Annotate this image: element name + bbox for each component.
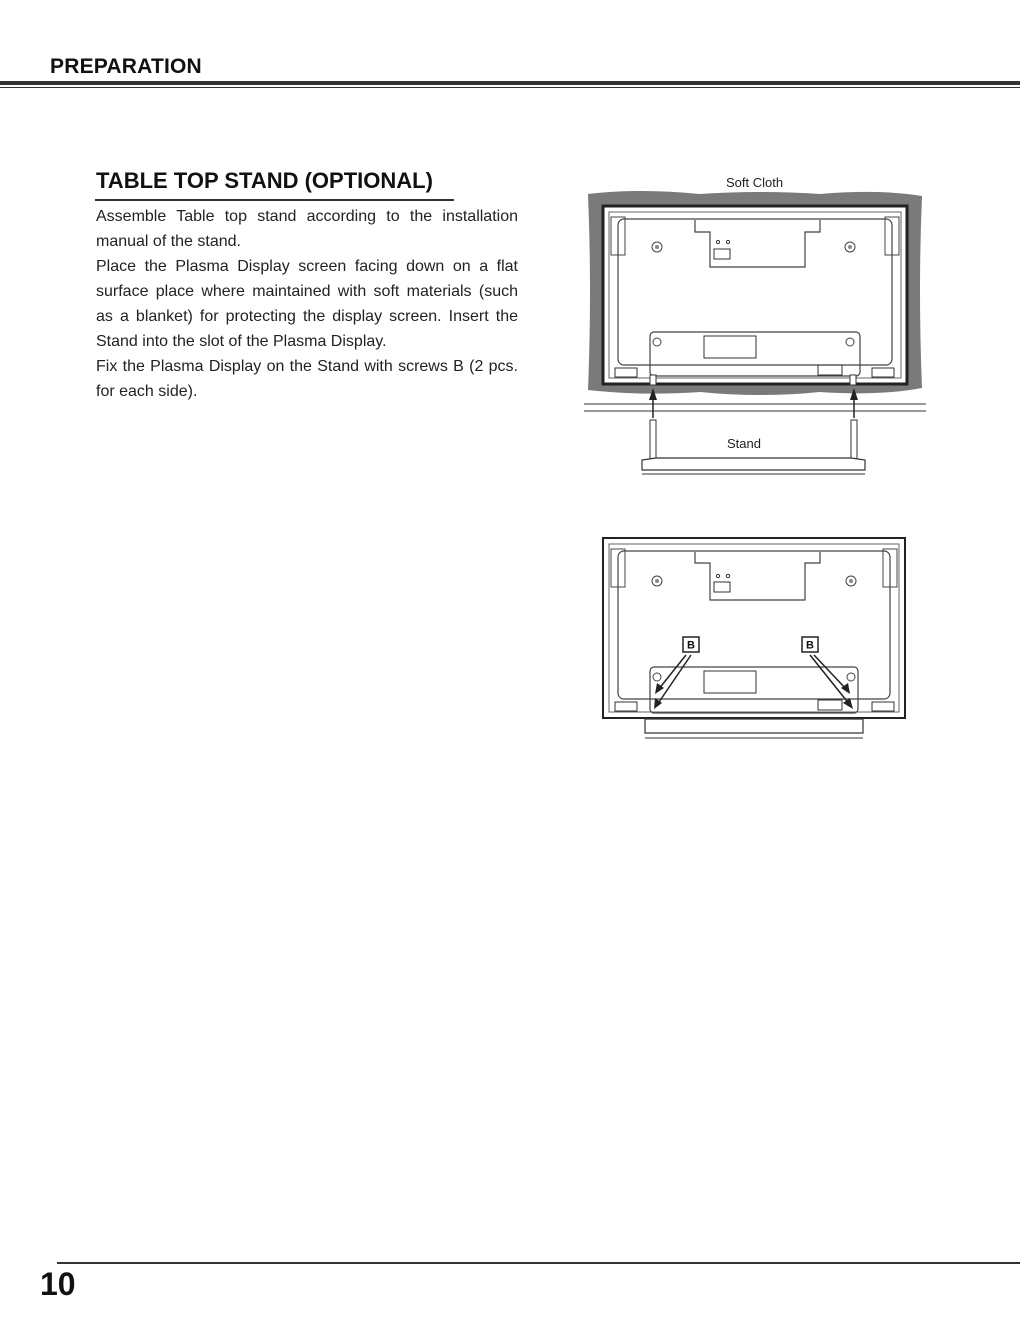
section-header: PREPARATION <box>50 55 202 78</box>
footer-rule <box>57 1262 1020 1264</box>
insert-stand-illustration <box>580 170 930 480</box>
stand-post-right <box>851 420 857 460</box>
page-number: 10 <box>40 1266 76 1302</box>
soft-cloth-label: Soft Cloth <box>726 175 784 190</box>
title-underline <box>95 199 454 201</box>
fix-screws-illustration <box>600 535 910 745</box>
display-outline <box>603 206 907 384</box>
figure-insert-stand <box>580 170 930 480</box>
instruction-paragraph-3: Fix the Plasma Display on the Stand with screws B (2 pcs. for each side). <box>96 358 518 400</box>
screw-b-label-right: B <box>806 639 814 652</box>
page-title: TABLE TOP STAND (OPTIONAL) <box>96 168 433 193</box>
instruction-paragraph-2: Place the Plasma Display screen facing down on a flat surface place where maintained with soft materials (such as a blanket) for protecting the display screen. Insert the Stand into the slot of the Plasma Display. <box>96 258 518 350</box>
stand-base <box>642 458 865 470</box>
instruction-paragraph-1: Assemble Table top stand according to the installation manual of the stand. <box>96 208 518 250</box>
header-rule-thin <box>0 87 1020 88</box>
figure-fix-screws <box>600 535 910 745</box>
header-rule <box>0 81 1020 85</box>
stand-label: Stand <box>727 436 761 451</box>
screw-b-label-left: B <box>687 639 695 652</box>
instructions-text <box>96 204 518 404</box>
stand-post-left <box>650 420 656 460</box>
display-outline <box>603 538 905 718</box>
stand-base <box>645 719 863 733</box>
